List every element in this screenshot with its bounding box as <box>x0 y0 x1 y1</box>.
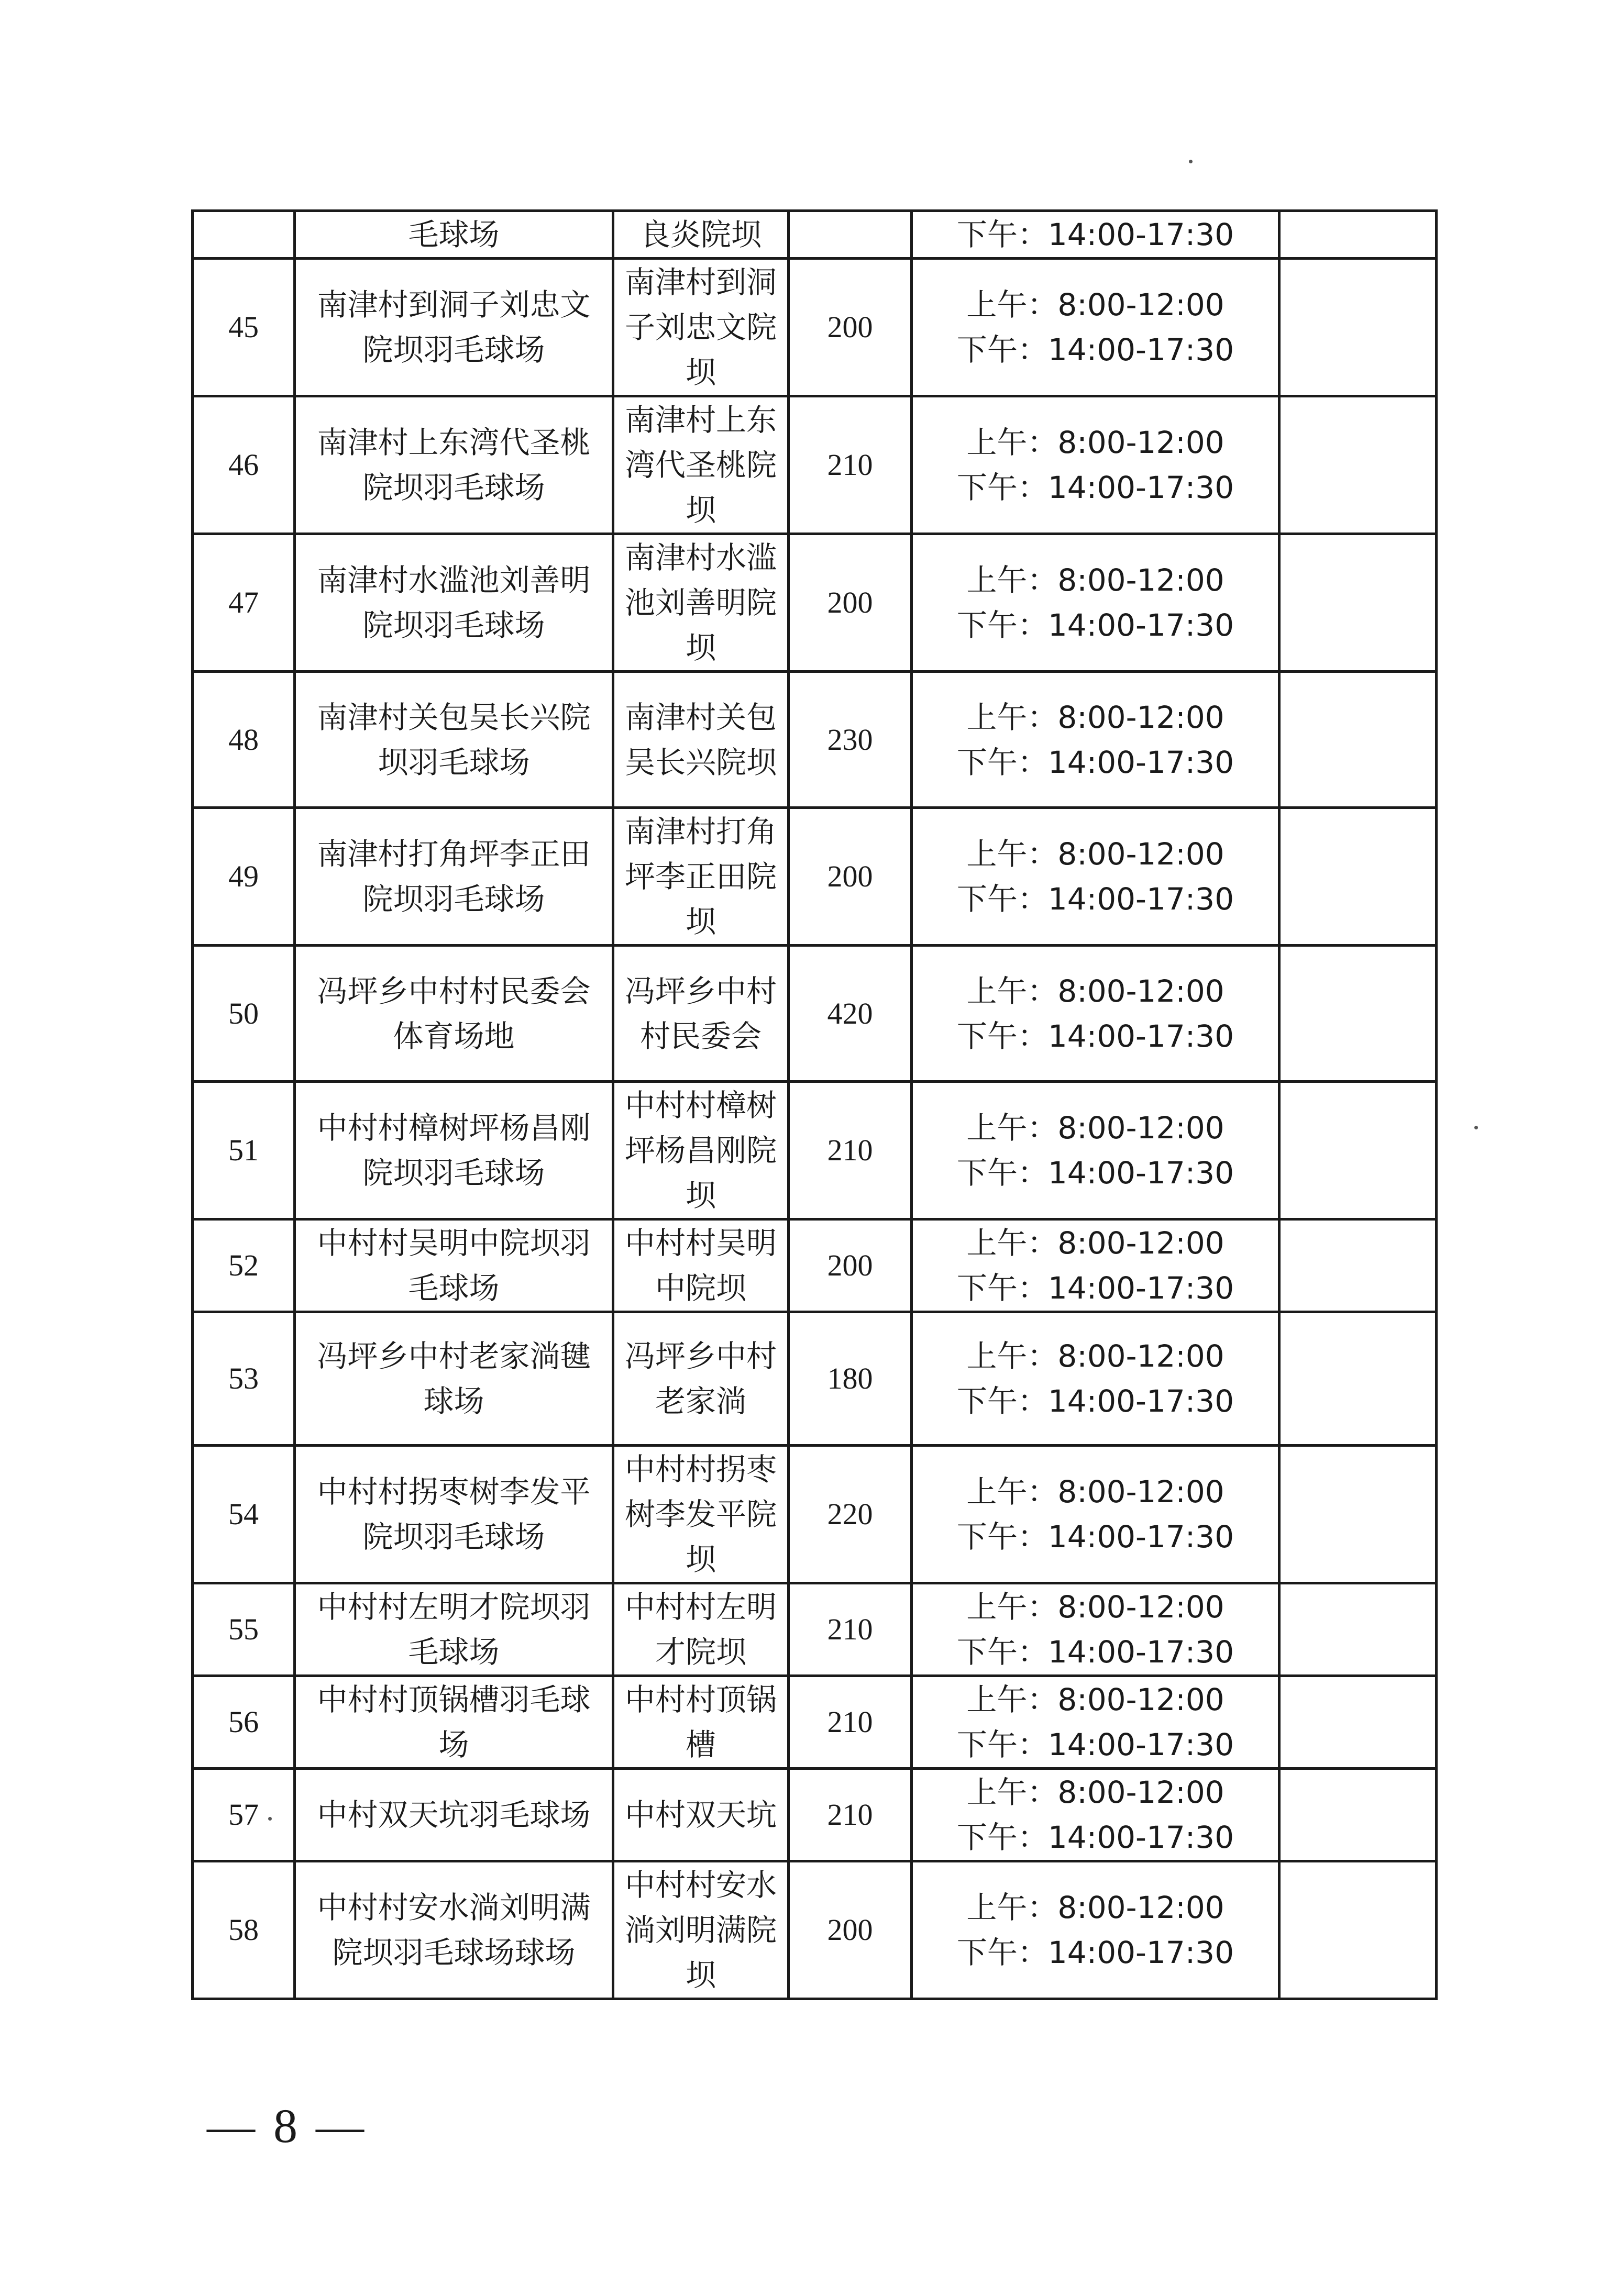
table-row <box>193 1312 1437 1446</box>
morning-hours: 上午：8:00-12:00 <box>966 973 1224 1009</box>
venue-area: 210 <box>789 1676 912 1769</box>
venue-area: 200 <box>789 808 912 946</box>
remarks-cell <box>1279 211 1437 259</box>
venue-location: 中村村安水淌刘明满院坝 <box>613 1861 789 1999</box>
venue-location: 良炎院坝 <box>613 211 789 259</box>
row-number: 51 <box>193 1082 295 1219</box>
table-row <box>193 672 1437 808</box>
opening-hours <box>912 672 1279 808</box>
morning-hours: 上午：8:00-12:00 <box>966 836 1224 872</box>
venue-table <box>191 209 1438 2000</box>
morning-hours: 上午：8:00-12:00 <box>966 287 1224 323</box>
venue-name: 中村村樟树坪杨昌刚院坝羽毛球场 <box>295 1082 613 1219</box>
venue-area: 180 <box>789 1312 912 1446</box>
venue-name: 冯坪乡中村村民委会体育场地 <box>295 946 613 1082</box>
opening-hours <box>912 1219 1279 1312</box>
venue-name: 南津村打角坪李正田院坝羽毛球场 <box>295 808 613 946</box>
venue-location: 中村村拐枣树李发平院坝 <box>613 1446 789 1583</box>
remarks-cell <box>1279 534 1437 672</box>
row-number: 46 <box>193 396 295 534</box>
venue-location: 冯坪乡中村老家淌 <box>613 1312 789 1446</box>
scan-speck <box>268 1817 272 1821</box>
venue-location: 中村双天坑 <box>613 1769 789 1861</box>
table-row <box>193 946 1437 1082</box>
venue-area <box>789 211 912 259</box>
morning-hours: 上午：8:00-12:00 <box>966 1589 1224 1625</box>
scan-speck <box>1189 160 1193 163</box>
row-number: 48 <box>193 672 295 808</box>
remarks-cell <box>1279 808 1437 946</box>
venue-name: 中村村顶锅槽羽毛球场 <box>295 1676 613 1769</box>
table-row <box>193 808 1437 946</box>
morning-hours: 上午：8:00-12:00 <box>966 1682 1224 1717</box>
opening-hours <box>912 1312 1279 1446</box>
morning-hours: 上午：8:00-12:00 <box>966 699 1224 735</box>
table-row <box>193 1446 1437 1583</box>
remarks-cell <box>1279 1769 1437 1861</box>
morning-hours: 上午：8:00-12:00 <box>966 1890 1224 1925</box>
venue-name: 中村双天坑羽毛球场 <box>295 1769 613 1861</box>
venue-name: 中村村左明才院坝羽毛球场 <box>295 1583 613 1676</box>
row-number: 52 <box>193 1219 295 1312</box>
venue-area: 210 <box>789 1769 912 1861</box>
remarks-cell <box>1279 1219 1437 1312</box>
page-number: — 8 — <box>207 2099 367 2153</box>
venue-name: 中村村安水淌刘明满院坝羽毛球场球场 <box>295 1861 613 1999</box>
row-number: 50 <box>193 946 295 1082</box>
venue-location: 南津村到洞子刘忠文院坝 <box>613 259 789 396</box>
table-row <box>193 1676 1437 1769</box>
row-number: 55 <box>193 1583 295 1676</box>
row-number <box>193 211 295 259</box>
venue-name: 中村村吴明中院坝羽毛球场 <box>295 1219 613 1312</box>
opening-hours <box>912 211 1279 259</box>
venue-location: 中村村吴明中院坝 <box>613 1219 789 1312</box>
venue-location: 南津村关包吴长兴院坝 <box>613 672 789 808</box>
morning-hours: 上午：8:00-12:00 <box>966 562 1224 598</box>
afternoon-hours: 下午：14:00-17:30 <box>956 1727 1234 1762</box>
opening-hours <box>912 1082 1279 1219</box>
afternoon-hours: 下午：14:00-17:30 <box>956 1270 1234 1306</box>
opening-hours <box>912 1676 1279 1769</box>
remarks-cell <box>1279 1082 1437 1219</box>
opening-hours <box>912 946 1279 1082</box>
table-row <box>193 534 1437 672</box>
venue-area: 210 <box>789 1082 912 1219</box>
venue-name: 南津村上东湾代圣桃院坝羽毛球场 <box>295 396 613 534</box>
table-row <box>193 396 1437 534</box>
afternoon-hours: 下午：14:00-17:30 <box>956 470 1234 505</box>
morning-hours: 上午：8:00-12:00 <box>966 1774 1224 1810</box>
opening-hours <box>912 259 1279 396</box>
row-number: 53 <box>193 1312 295 1446</box>
table-row <box>193 1583 1437 1676</box>
row-number: 56 <box>193 1676 295 1769</box>
opening-hours <box>912 396 1279 534</box>
venue-area: 200 <box>789 534 912 672</box>
venue-name: 中村村拐枣树李发平院坝羽毛球场 <box>295 1446 613 1583</box>
venue-location: 南津村打角坪李正田院坝 <box>613 808 789 946</box>
row-number: 49 <box>193 808 295 946</box>
morning-hours: 上午：8:00-12:00 <box>966 1338 1224 1374</box>
remarks-cell <box>1279 1583 1437 1676</box>
venue-name: 南津村水滥池刘善明院坝羽毛球场 <box>295 534 613 672</box>
afternoon-hours: 下午：14:00-17:30 <box>956 1634 1234 1670</box>
afternoon-hours: 下午：14:00-17:30 <box>956 1018 1234 1054</box>
remarks-cell <box>1279 396 1437 534</box>
afternoon-hours: 下午：14:00-17:30 <box>956 1155 1234 1191</box>
venue-name: 毛球场 <box>295 211 613 259</box>
table-row <box>193 211 1437 259</box>
table-row <box>193 1082 1437 1219</box>
table-row <box>193 1219 1437 1312</box>
opening-hours <box>912 534 1279 672</box>
afternoon-hours: 下午：14:00-17:30 <box>956 1383 1234 1419</box>
morning-hours: 上午：8:00-12:00 <box>966 425 1224 460</box>
venue-area: 210 <box>789 396 912 534</box>
venue-area: 220 <box>789 1446 912 1583</box>
venue-area: 200 <box>789 259 912 396</box>
morning-hours: 上午：8:00-12:00 <box>966 1110 1224 1146</box>
venue-area: 420 <box>789 946 912 1082</box>
venue-location: 中村村顶锅槽 <box>613 1676 789 1769</box>
opening-hours <box>912 1583 1279 1676</box>
table-row <box>193 1861 1437 1999</box>
venue-area: 210 <box>789 1583 912 1676</box>
venue-location: 冯坪乡中村村民委会 <box>613 946 789 1082</box>
remarks-cell <box>1279 259 1437 396</box>
row-number: 54 <box>193 1446 295 1583</box>
afternoon-hours: 下午：14:00-17:30 <box>956 217 1234 252</box>
row-number: 47 <box>193 534 295 672</box>
venue-location: 南津村水滥池刘善明院坝 <box>613 534 789 672</box>
opening-hours <box>912 1769 1279 1861</box>
venue-name: 南津村关包吴长兴院坝羽毛球场 <box>295 672 613 808</box>
afternoon-hours: 下午：14:00-17:30 <box>956 744 1234 780</box>
table-row <box>193 1769 1437 1861</box>
table-row <box>193 259 1437 396</box>
venue-location: 中村村樟树坪杨昌刚院坝 <box>613 1082 789 1219</box>
afternoon-hours: 下午：14:00-17:30 <box>956 1519 1234 1555</box>
opening-hours <box>912 1446 1279 1583</box>
remarks-cell <box>1279 1446 1437 1583</box>
venue-area: 200 <box>789 1219 912 1312</box>
venue-area: 230 <box>789 672 912 808</box>
morning-hours: 上午：8:00-12:00 <box>966 1225 1224 1261</box>
venue-area: 200 <box>789 1861 912 1999</box>
remarks-cell <box>1279 1861 1437 1999</box>
row-number: 57 <box>193 1769 295 1861</box>
venue-name: 南津村到洞子刘忠文院坝羽毛球场 <box>295 259 613 396</box>
afternoon-hours: 下午：14:00-17:30 <box>956 332 1234 368</box>
opening-hours <box>912 1861 1279 1999</box>
remarks-cell <box>1279 946 1437 1082</box>
opening-hours <box>912 808 1279 946</box>
remarks-cell <box>1279 1312 1437 1446</box>
row-number: 58 <box>193 1861 295 1999</box>
afternoon-hours: 下午：14:00-17:30 <box>956 1935 1234 1970</box>
venue-location: 南津村上东湾代圣桃院坝 <box>613 396 789 534</box>
morning-hours: 上午：8:00-12:00 <box>966 1474 1224 1510</box>
afternoon-hours: 下午：14:00-17:30 <box>956 881 1234 917</box>
venue-location: 中村村左明才院坝 <box>613 1583 789 1676</box>
scan-speck <box>1474 1126 1478 1129</box>
row-number: 45 <box>193 259 295 396</box>
afternoon-hours: 下午：14:00-17:30 <box>956 1820 1234 1855</box>
venue-name: 冯坪乡中村老家淌毽球场 <box>295 1312 613 1446</box>
afternoon-hours: 下午：14:00-17:30 <box>956 607 1234 643</box>
remarks-cell <box>1279 672 1437 808</box>
remarks-cell <box>1279 1676 1437 1769</box>
